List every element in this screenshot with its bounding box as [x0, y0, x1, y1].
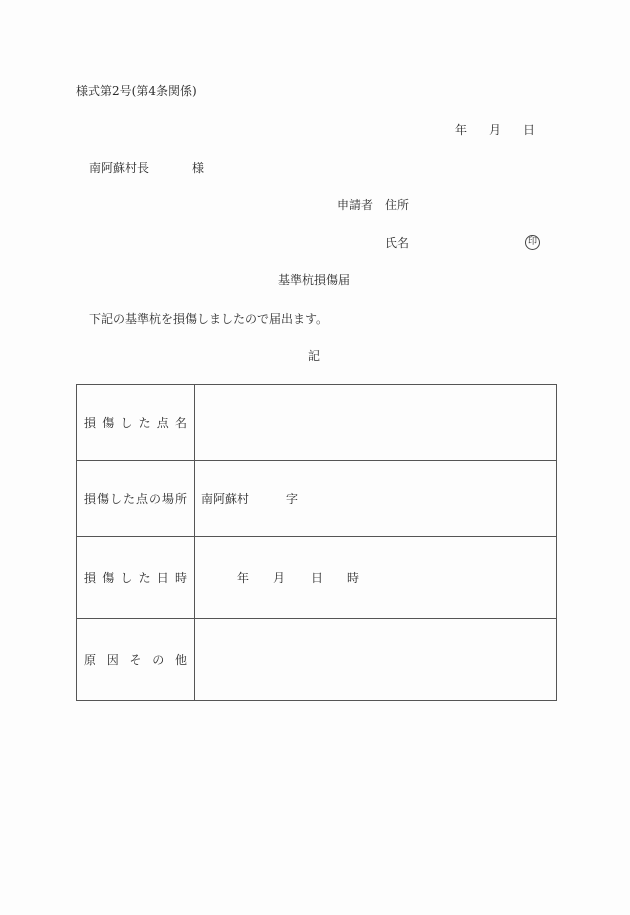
addressee: [89, 161, 204, 175]
label-cause: 原因その他: [77, 619, 195, 701]
document-body: 下記の基準杭を損傷しましたので届出ます。: [89, 312, 329, 326]
datetime-year: 年: [237, 571, 250, 585]
addressee-name: 南阿蘇村長: [89, 161, 150, 175]
label-datetime: 損傷した日時: [77, 537, 195, 619]
document-title: 基準杭損傷届: [278, 273, 351, 287]
address-label: 住所: [385, 198, 410, 212]
value-location[interactable]: [195, 461, 557, 537]
table-row-point-name: [77, 385, 557, 461]
seal-icon: 印: [525, 235, 540, 250]
label-location: 損傷した点の場所: [77, 461, 195, 537]
value-cause[interactable]: [195, 619, 557, 701]
datetime-month: 月: [273, 571, 286, 585]
location-village: 南阿蘇村: [201, 492, 250, 506]
addressee-honorific: 様: [192, 161, 205, 175]
date-month-label: 月: [489, 123, 502, 137]
date-day-label: 日: [523, 123, 536, 137]
datetime-hour: 時: [347, 571, 360, 585]
damage-record-table: [76, 384, 557, 701]
form-number: 様式第2号(第4条関係): [76, 84, 197, 98]
applicant-label: 申請者: [337, 198, 374, 212]
table-row-cause: [77, 619, 557, 701]
value-point-name[interactable]: [195, 385, 557, 461]
table-row-location: [77, 461, 557, 537]
date-year-label: 年: [455, 123, 468, 137]
label-point-name: 損傷した点名: [77, 385, 195, 461]
value-datetime[interactable]: [195, 537, 557, 619]
name-label: 氏名: [385, 236, 410, 250]
location-aza: 字: [286, 492, 299, 506]
ki-heading: 記: [308, 349, 321, 363]
table-row-datetime: [77, 537, 557, 619]
date-line: [455, 123, 535, 137]
datetime-day: 日: [311, 571, 324, 585]
